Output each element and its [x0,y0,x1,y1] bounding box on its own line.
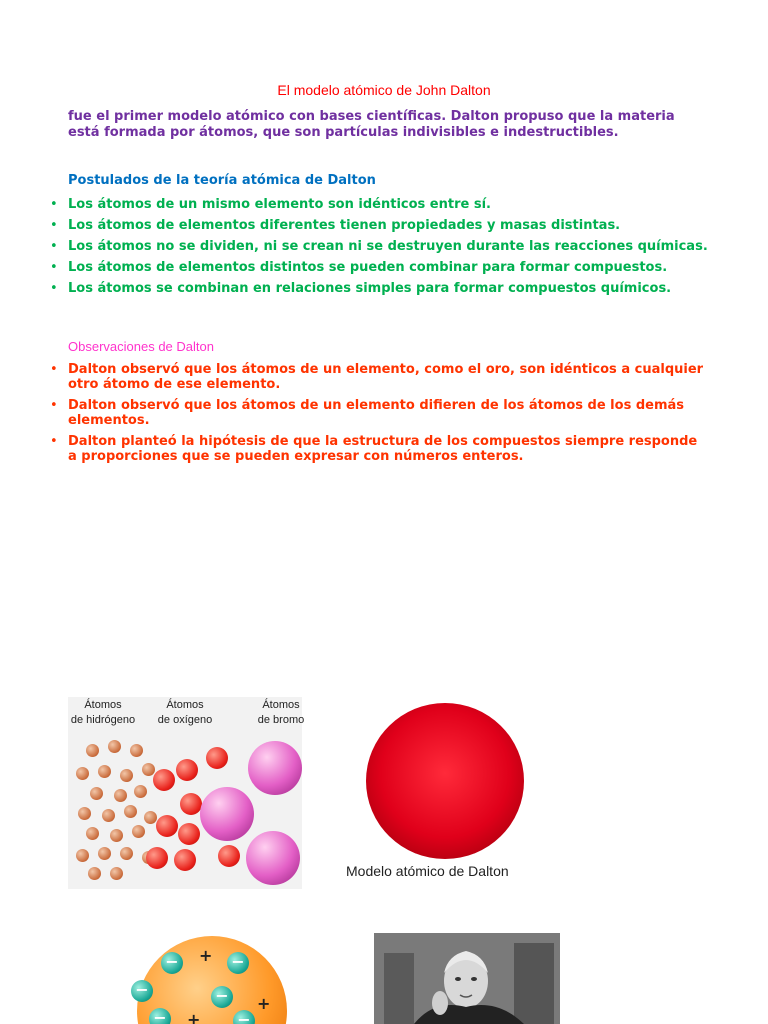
hydrogen-atom [102,809,115,822]
hydrogen-atom [78,807,91,820]
bromine-atom [200,787,254,841]
electron-icon: − [161,952,183,974]
electron-icon: − [233,1010,255,1024]
label-bromine: Átomos de bromo [257,699,305,726]
hydrogen-atom [108,740,121,753]
postulados-heading: Postulados de la teoría atómica de Dalton [68,173,376,188]
list-item: • Los átomos no se dividen, ni se crean ni se destruyen durante las reacciones químicas. [50,239,708,254]
oxygen-atom [153,769,175,791]
hydrogen-atom [76,849,89,862]
oxygen-atom [206,747,228,769]
postulados-list [50,197,708,302]
bullet-icon: • [50,398,58,413]
bullet-icon: • [50,362,58,377]
hydrogen-atom [98,765,111,778]
list-item: • Dalton planteó la hipótesis de que la estructura de los compuestos siempre responde a proporciones que se pueden expresar con números enteros. [50,434,698,464]
hydrogen-atom [88,867,101,880]
oxygen-atom [156,815,178,837]
atoms-illustration [68,697,305,889]
plus-icon: + [199,946,213,965]
list-item: • Los átomos de un mismo elemento son idénticos entre sí. [50,197,491,212]
plus-icon: + [257,994,271,1013]
electron-icon: − [211,986,233,1008]
bullet-icon: • [50,260,58,275]
hydrogen-atom [110,867,123,880]
hydrogen-atom [124,805,137,818]
electron-icon: − [227,952,249,974]
dalton-model-illustration [330,697,560,889]
observaciones-list [50,362,708,470]
plus-icon: + [187,1010,201,1024]
hydrogen-atom [130,744,143,757]
oxygen-atom [176,759,198,781]
hydrogen-atom [86,827,99,840]
hydrogen-atom [144,811,157,824]
hydrogen-atom [114,789,127,802]
hydrogen-atom [98,847,111,860]
bullet-icon: • [50,434,58,449]
oxygen-atom [180,793,202,815]
list-item: • Los átomos se combinan en relaciones simples para formar compuestos químicos. [50,281,672,296]
observaciones-heading: Observaciones de Dalton [68,339,214,354]
hydrogen-atom [120,847,133,860]
label-hydrogen: Átomos de hidrógeno [70,699,136,726]
bullet-icon: • [50,281,58,296]
electron-icon: − [149,1008,171,1024]
hydrogen-atom [86,744,99,757]
hydrogen-atom [76,767,89,780]
bullet-icon: • [50,239,58,254]
thomson-model-illustration [125,928,295,1024]
list-item: • Dalton observó que los átomos de un elemento, como el oro, son idénticos a cualquier otro átomo de ese elemento. [50,362,704,392]
oxygen-atom [178,823,200,845]
bullet-icon: • [50,197,58,212]
page-title: El modelo atómico de John Dalton [277,82,491,98]
oxygen-atom [146,847,168,869]
dalton-caption: Modelo atómico de Dalton [346,863,509,879]
hydrogen-atom [132,825,145,838]
electron-icon: − [131,980,153,1002]
list-item: • Los átomos de elementos diferentes tienen propiedades y masas distintas. [50,218,621,233]
list-item: • Dalton observó que los átomos de un elemento difieren de los átomos de los demás elementos. [50,398,685,428]
oxygen-atom [218,845,240,867]
hydrogen-atom [90,787,103,800]
bromine-atom [246,831,300,885]
bromine-atom [248,741,302,795]
hydrogen-atom [134,785,147,798]
dalton-portrait [374,933,560,1024]
bullet-icon: • [50,218,58,233]
hydrogen-atom [120,769,133,782]
portrait-drawing [374,933,560,1024]
list-item: • Los átomos de elementos distintos se pueden combinar para formar compuestos. [50,260,668,275]
intro-paragraph: fue el primer modelo atómico con bases científicas. Dalton propuso que la materia está formada por átomos, que son partículas indivisibles e indestructibles. [68,109,675,140]
label-oxygen: Átomos de oxígeno [157,699,213,726]
hydrogen-atom [110,829,123,842]
hydrogen-atom [142,763,155,776]
dalton-sphere [366,703,524,859]
oxygen-atom [174,849,196,871]
